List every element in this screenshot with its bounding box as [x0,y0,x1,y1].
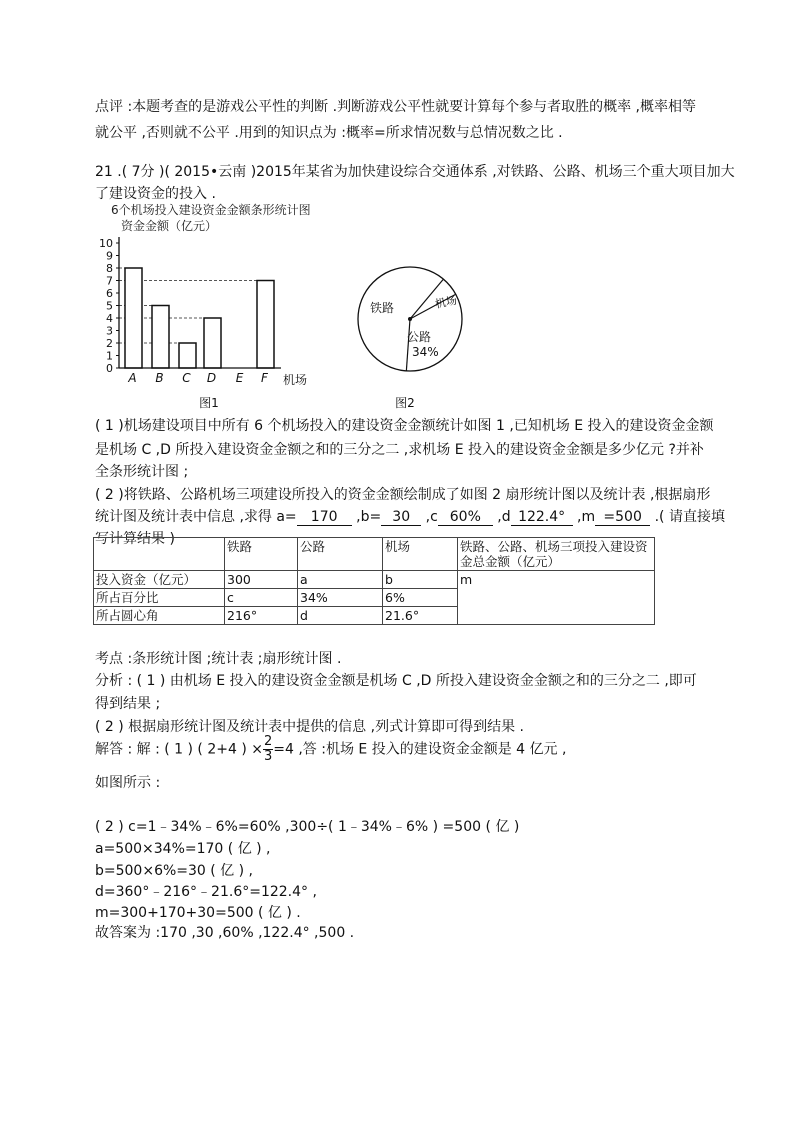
bar-F [257,281,274,369]
part2-line-1: ( 2 )将铁路、公路机场三项建设所投入的资金金额绘制成了如图 2 扇形统计图以及统计表 ,根据扇形 [95,487,711,503]
table-cell: 投入资金（亿元） [94,571,225,589]
label-c: ,c [421,509,438,525]
answer-b: 30 [381,510,421,526]
solution-step-2: a=500×34%=170 ( 亿 ) , [95,841,271,857]
statistics-table [93,537,655,625]
comment-line-2: 就公平 ,否则就不公平 .用到的知识点为 :概率=所求情况数与总情况数之比 . [95,125,563,141]
table-cell: b [383,571,458,589]
figure-1-caption: 图1 [199,396,219,410]
fraction-denominator: 3 [263,749,273,764]
figure-2-caption: 图2 [395,396,415,410]
table-cell: 216° [225,607,298,625]
analysis-line-2: 得到结果 ; [95,696,161,712]
answer-c: 60% [438,510,493,526]
answer-m: =500 [595,510,650,526]
label-d: ,d [492,509,511,525]
table-cell: 300 [225,571,298,589]
answer-d: 122.4° [511,510,573,526]
x-tick-label: A [128,371,137,385]
part2-line-2 [95,506,725,526]
answer-a: 170 [297,510,352,526]
y-tick-label: 4 [106,312,113,325]
y-tick-label: 8 [106,262,113,275]
solution-step-3: b=500×6%=30 ( 亿 ) , [95,863,253,879]
part2-line-3: 写计算结果 ) [95,531,175,547]
pie-chart-figure-2 [350,255,480,410]
part2-line-2-prefix: 统计图及统计表中信息 ,求得 a= [95,509,297,525]
x-tick-label: E [235,371,244,385]
solution-step-5: m=300+170+30=500 ( 亿 ) . [95,905,301,921]
y-tick-label: 5 [106,299,113,313]
pie-center [408,317,412,321]
x-axis-label: 机场 [283,373,308,387]
y-tick-label: 6 [106,287,113,300]
table-cell: 6% [383,589,458,607]
y-tick-label: 2 [106,337,113,350]
table-cell: c [225,589,298,607]
kaodian-line: 考点 :条形统计图 ;统计表 ;扇形统计图 . [95,651,342,667]
table-header-cell: 铁路 [225,538,298,571]
part1-line-3: 全条形统计图 ; [95,464,189,480]
solution-step-4: d=360°﹣216°﹣21.6°=122.4° , [95,884,317,900]
table-cell: 所占圆心角 [94,607,225,625]
table-cell: 21.6° [383,607,458,625]
bar-D [204,318,221,368]
table-cell: m [458,571,655,625]
x-tick-label: B [155,371,164,385]
table-cell: 34% [298,589,383,607]
bar-A [125,268,142,368]
part1-line-2: 是机场 C ,D 所投入建设资金金额之和的三分之二 ,求机场 E 投入的建设资金金额是多少亿元 ?并补 [95,442,704,458]
pie-label-highway: 公路 [407,330,432,344]
problem-line-1: 21 .( 7分 )( 2015•云南 )2015年某省为加快建设综合交通体系 ,对铁路、公路、机场三个重大项目加大 [95,164,735,180]
x-tick-label: C [182,371,191,385]
table-header-cell: 公路 [298,538,383,571]
label-m: ,m [572,509,596,525]
bar-chart-figure-1 [85,200,345,410]
y-tick-label: 3 [106,324,113,338]
table-header-cell [94,538,225,571]
pie-label-highway-percent: 34% [412,345,439,359]
comment-line-1: 点评 :本题考查的是游戏公平性的判断 .判断游戏公平性就要计算每个参与者取胜的概率 ,概率相等 [95,99,696,115]
problem-line-2: 了建设资金的投入 . [95,186,216,202]
bar-B [152,306,169,369]
pie-label-airport: 机场 [433,293,459,311]
fraction-numerator: 2 [263,734,273,749]
table-cell: d [298,607,383,625]
y-tick-label: 7 [106,274,113,288]
final-answer: 故答案为 :170 ,30 ,60% ,122.4° ,500 . [95,925,355,941]
fraction-two-thirds [263,735,273,764]
solution-line-1 [95,735,566,764]
table-header-row [94,538,655,571]
table-cell: 所占百分比 [94,589,225,607]
label-b: ,b= [351,509,382,525]
table-cell: a [298,571,383,589]
bar-C [179,343,196,368]
solution-step-1: ( 2 ) c=1﹣34%﹣6%=60% ,300÷( 1﹣34%﹣6% ) =500 ( 亿 ) [95,819,520,835]
chart-title: 6个机场投入建设资金金额条形统计图 [111,203,311,217]
table-header-cell: 机场 [383,538,458,571]
part2-line-2-suffix: .( 请直接填 [650,509,725,525]
table-header-cell: 铁路、公路、机场三项投入建设资金总金额（亿元） [458,538,655,571]
y-axis-label: 资金金额（亿元） [121,219,218,233]
x-tick-label: D [206,371,217,385]
table-row [94,571,655,589]
analysis-line-3: ( 2 ) 根据扇形统计图及统计表中提供的信息 ,列式计算即可得到结果 . [95,719,524,735]
pie-label-railway: 铁路 [370,301,395,315]
x-tick-label: F [261,371,268,385]
y-tick-label: 1 [106,349,113,363]
y-tick-label: 0 [106,362,113,375]
as-shown-line: 如图所示 : [95,775,161,791]
y-tick-label: 9 [106,249,113,263]
y-tick-label: 10 [99,237,113,250]
part1-line-1: ( 1 )机场建设项目中所有 6 个机场投入的建设资金金额统计如图 1 ,已知机场 E 投入的建设资金金额 [95,418,714,434]
analysis-line-1: 分析 : ( 1 ) 由机场 E 投入的建设资金金额是机场 C ,D 所投入建设资金金额之和的三分之二 ,即可 [95,673,697,689]
solution-prefix: 解答 : 解 : ( 1 ) ( 2+4 ) × [95,741,263,758]
solution-suffix: =4 ,答 :机场 E 投入的建设资金金额是 4 亿元 , [273,741,567,758]
